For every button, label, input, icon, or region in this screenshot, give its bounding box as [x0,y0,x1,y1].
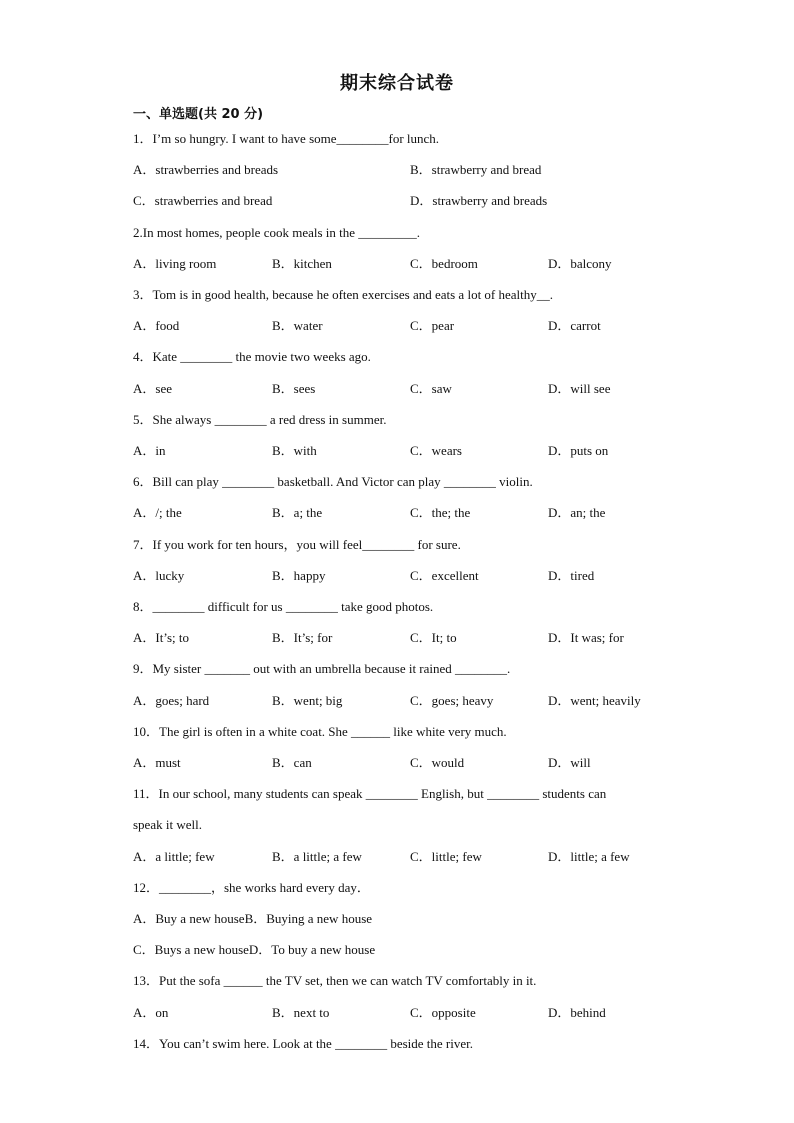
question-9-option-b: B．went; big [272,693,343,708]
question-8-option-c: C．It; to [410,630,457,645]
question-11-option-a: A．a little; few [133,849,215,864]
question-7-option-a: A．lucky [133,568,185,583]
question-12-options-cd: C．Buys a new houseD．To buy a new house [133,942,376,957]
question-11-option-d: D．little; a few [548,849,630,864]
question-1-stem: 1．I’m so hungry. I want to have some________for lunch. [133,131,440,146]
question-8-option-d: D．It was; for [548,630,624,645]
question-1-option-d: D．strawberry and breads [410,193,548,208]
question-9-stem: 9．My sister _______ out with an umbrella because it rained ________. [133,661,511,676]
question-2-stem: 2.In most homes, people cook meals in the _________. [133,225,421,240]
question-6-stem: 6．Bill can play ________ basketball. And Victor can play ________ violin. [133,474,533,489]
question-3-option-b: B．water [272,318,323,333]
question-6-option-d: D．an; the [548,505,606,520]
question-13-option-a: A．on [133,1005,169,1020]
question-7-stem: 7．If you work for ten hours，you will feel________ for sure. [133,537,461,552]
question-11-stem: 11．In our school, many students can speak ________ English, but ________ students can [133,786,607,801]
question-10-option-a: A．must [133,755,181,770]
page-title: 期末综合试卷 [340,73,454,94]
question-6-option-c: C．the; the [410,505,471,520]
question-10-stem: 10．The girl is often in a white coat. She ______ like white very much. [133,724,507,739]
question-13-option-b: B．next to [272,1005,330,1020]
question-2-option-d: D．balcony [548,256,612,271]
question-9-option-c: C．goes; heavy [410,693,494,708]
question-13-option-d: D．behind [548,1005,606,1020]
question-14-stem: 14．You can’t swim here. Look at the ________ beside the river. [133,1036,473,1051]
question-5-option-d: D．puts on [548,443,609,458]
question-8-stem: 8．________ difficult for us ________ take good photos. [133,599,434,614]
question-4-option-c: C．saw [410,381,452,396]
question-4-option-a: A．see [133,381,172,396]
section-heading: 一、单选题(共 20 分) [133,107,264,122]
question-12-options-ab: A．Buy a new houseB．Buying a new house [133,911,373,926]
question-9-option-a: A．goes; hard [133,693,210,708]
question-3-option-d: D．carrot [548,318,601,333]
question-1-option-b: B．strawberry and bread [410,162,542,177]
question-2-option-b: B．kitchen [272,256,332,271]
question-7-option-d: D．tired [548,568,595,583]
question-10-option-d: D．will [548,755,591,770]
question-10-option-c: C．would [410,755,465,770]
question-10-option-b: B．can [272,755,312,770]
question-11-stem-continued: speak it well. [133,817,202,832]
question-4-option-d: D．will see [548,381,611,396]
question-3-stem: 3．Tom is in good health, because he often exercises and eats a lot of healthy__. [133,287,554,302]
question-7-option-c: C．excellent [410,568,479,583]
question-2-option-c: C．bedroom [410,256,478,271]
question-3-option-c: C．pear [410,318,455,333]
question-11-option-c: C．little; few [410,849,482,864]
question-5-option-b: B．with [272,443,317,458]
question-5-option-c: C．wears [410,443,462,458]
question-5-option-a: A．in [133,443,166,458]
question-9-option-d: D．went; heavily [548,693,641,708]
question-7-option-b: B．happy [272,568,326,583]
question-13-option-c: C．opposite [410,1005,476,1020]
question-1-option-a: A．strawberries and breads [133,162,279,177]
question-4-stem: 4．Kate ________ the movie two weeks ago. [133,349,371,364]
question-8-option-a: A．It’s; to [133,630,189,645]
question-2-option-a: A．living room [133,256,217,271]
question-11-option-b: B．a little; a few [272,849,362,864]
question-5-stem: 5．She always ________ a red dress in summer. [133,412,387,427]
question-3-option-a: A．food [133,318,180,333]
question-1-option-c: C．strawberries and bread [133,193,273,208]
question-6-option-b: B．a; the [272,505,323,520]
question-13-stem: 13．Put the sofa ______ the TV set, then we can watch TV comfortably in it. [133,973,537,988]
question-12-stem: 12．________，she works hard every day． [133,880,370,895]
question-6-option-a: A．/; the [133,505,182,520]
question-4-option-b: B．sees [272,381,316,396]
question-8-option-b: B．It’s; for [272,630,333,645]
